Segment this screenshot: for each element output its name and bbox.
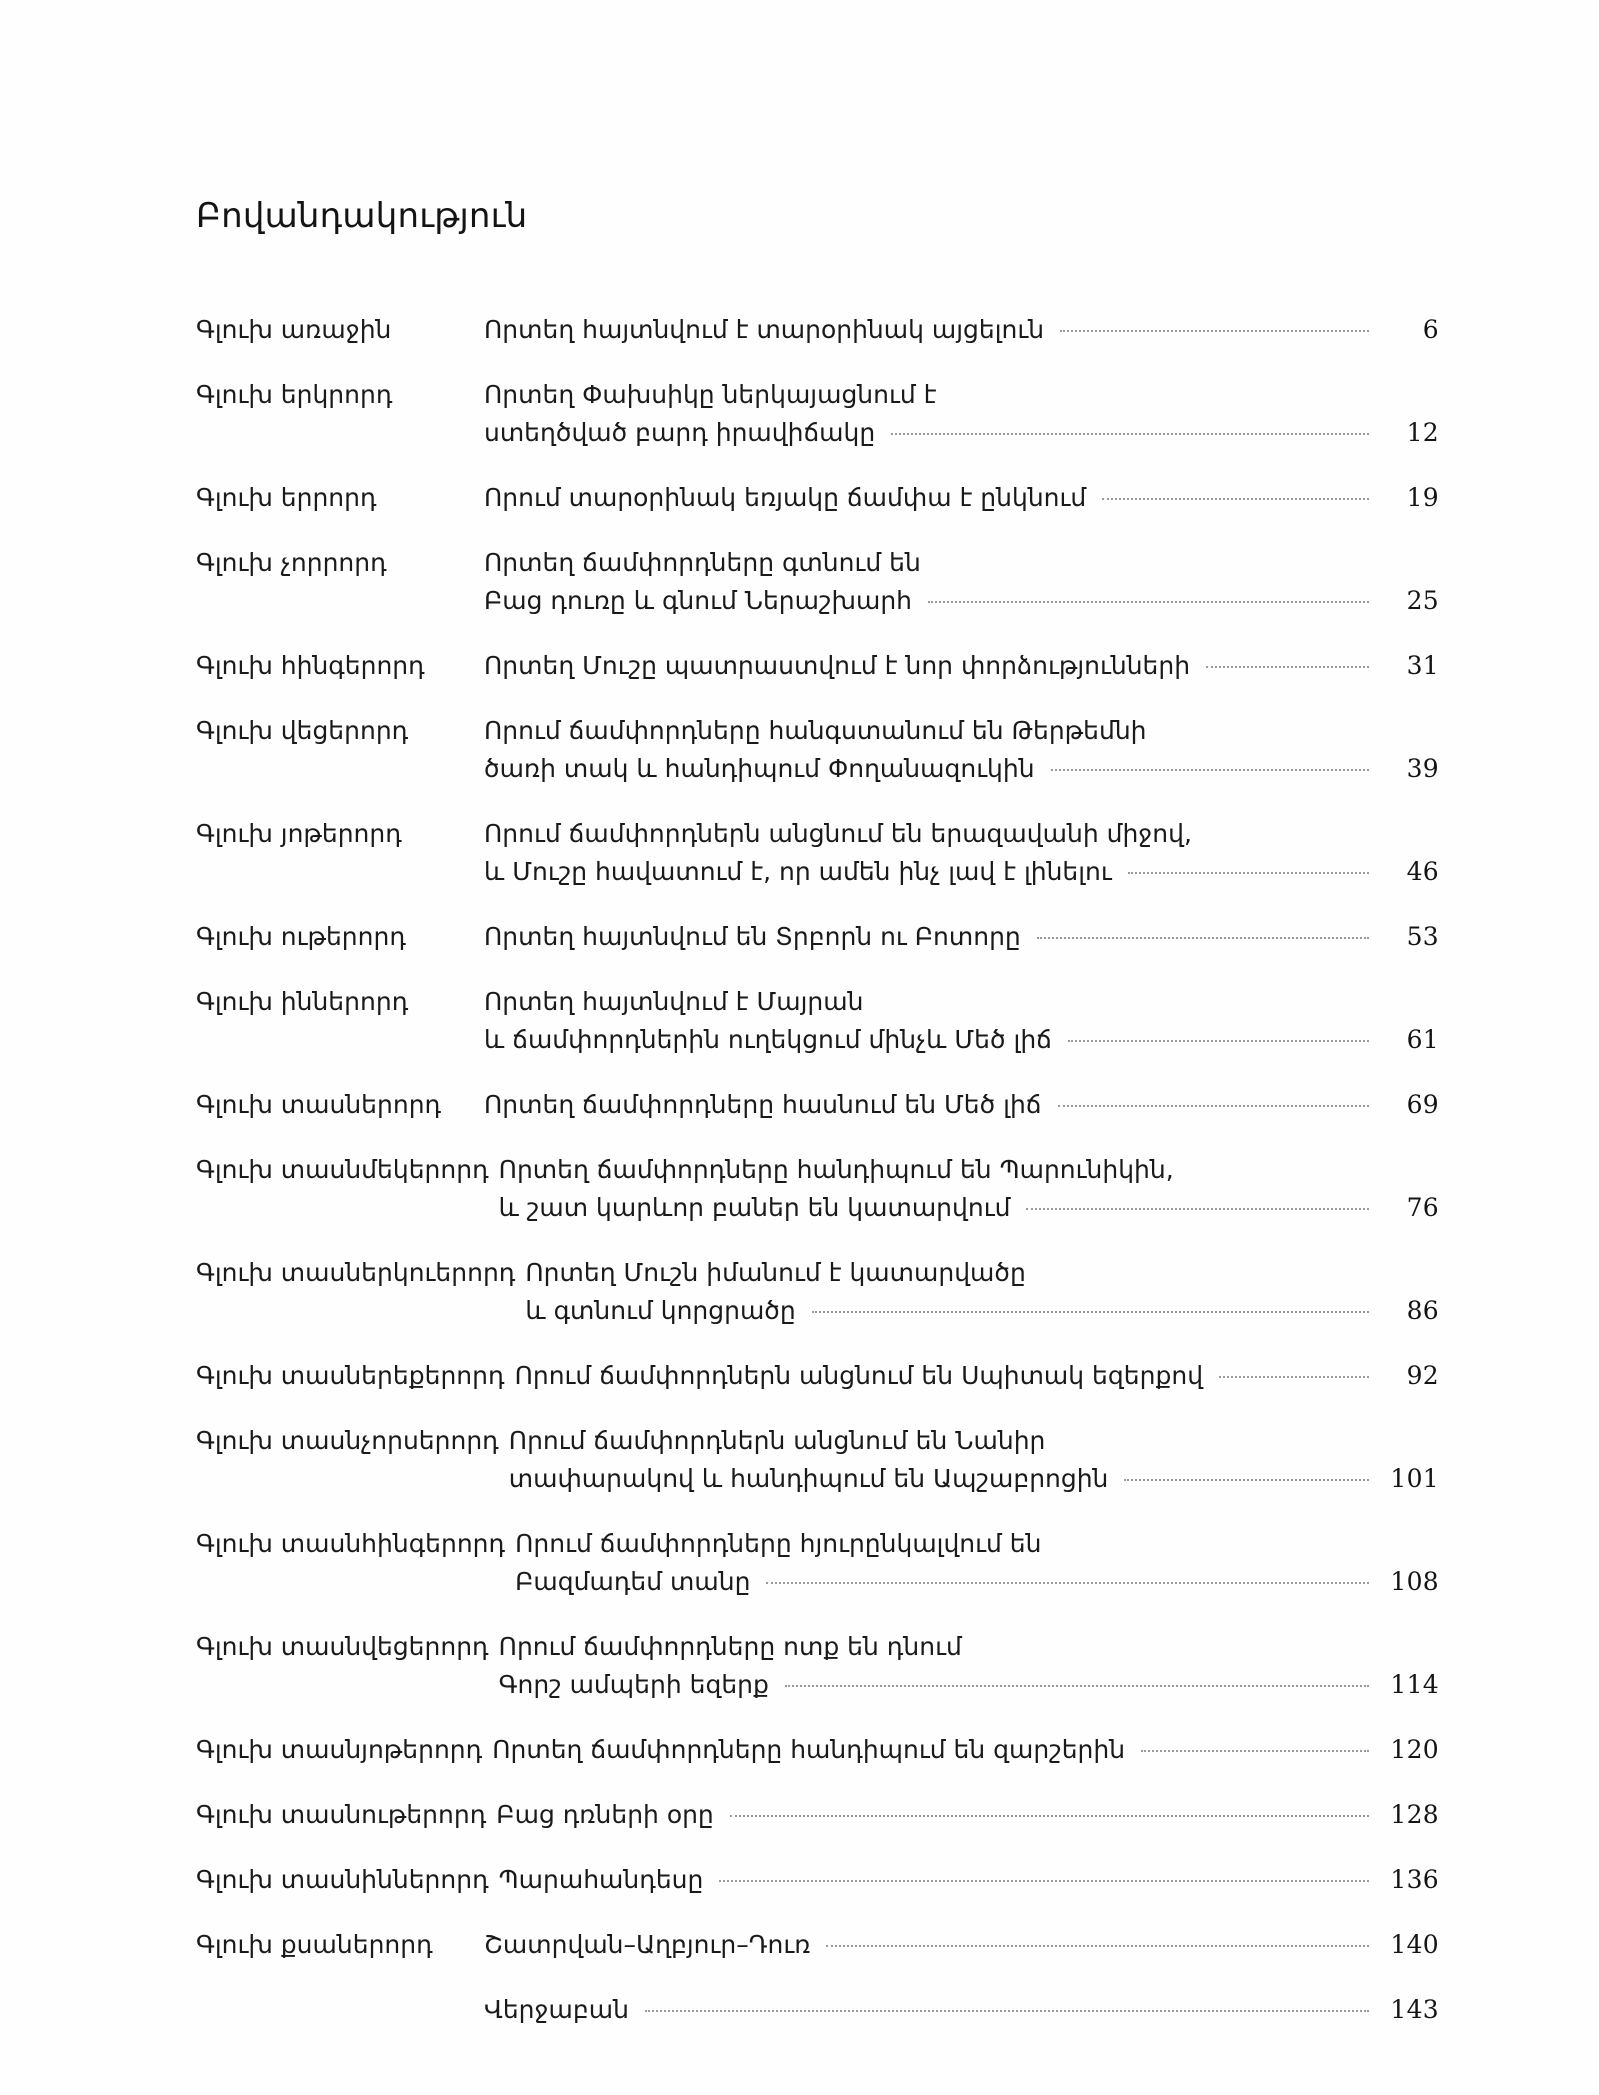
chapter-title-leader-line (515, 1357, 1439, 1395)
chapter-title-line: Որտեղ հայտնվում է Մայրան (484, 986, 864, 1016)
page-number: 76 (1406, 1192, 1439, 1222)
chapter-title-block (484, 983, 1439, 1059)
page-number: 86 (1406, 1295, 1439, 1325)
chapter-title-line: Որտեղ ճամփորդները հասնում են Մեծ լիճ (484, 1089, 1042, 1119)
dot-leader (785, 1685, 1369, 1687)
chapter-label: Գլուխ ութերորդ (196, 921, 406, 951)
dot-leader (891, 433, 1369, 435)
toc-entry[interactable] (196, 1254, 1439, 1330)
chapter-title-line: և գտնում կորցրածը (525, 1295, 796, 1325)
dot-leader (1058, 1105, 1369, 1107)
chapter-title-line: Որտեղ հայտնվում է տարօրինակ այցելուն (484, 314, 1045, 344)
page-number: 53 (1406, 921, 1439, 951)
dot-leader (1037, 937, 1369, 939)
page-number: 101 (1390, 1463, 1439, 1493)
chapter-label: Գլուխ առաջին (196, 314, 392, 344)
chapter-title-line: Վերջաբան (484, 1994, 629, 2024)
dot-leader (1141, 1750, 1369, 1752)
page-number: 61 (1406, 1024, 1439, 1054)
chapter-title-block (515, 1357, 1439, 1395)
chapter-label: Գլուխ յոթերորդ (196, 818, 402, 848)
chapter-title-line: Բաց դուռը և գնում Ներաշխարհ (484, 585, 913, 615)
page-number: 6 (1422, 314, 1439, 344)
chapter-title-line: Որտեղ Մուշն իմանում է կատարվածը (525, 1257, 1026, 1287)
page-number: 39 (1406, 753, 1439, 783)
chapter-title-leader-line (484, 750, 1439, 788)
toc-entry[interactable] (196, 712, 1439, 788)
dot-leader (1060, 330, 1369, 332)
chapter-label: Գլուխ իններորդ (196, 986, 409, 1016)
chapter-title-block (499, 1628, 1439, 1704)
page-number: 140 (1390, 1929, 1439, 1959)
page-number: 46 (1406, 856, 1439, 886)
chapter-label: Գլուխ տասնյոթերորդ (196, 1734, 483, 1764)
toc-entry[interactable] (196, 1525, 1439, 1601)
chapter-title-leader-line (499, 1189, 1439, 1227)
dot-leader (1124, 1479, 1369, 1481)
chapter-title-block (484, 647, 1439, 685)
chapter-title-block (484, 1926, 1439, 1964)
toc-entry-list (196, 311, 1439, 2029)
chapter-title-block (496, 1796, 1439, 1834)
chapter-title-line: Որում ճամփորդներն անցնում են երազավանի միջով, (484, 818, 1192, 848)
chapter-title-line: և շատ կարևոր բաներ են կատարվում (498, 1192, 1011, 1222)
chapter-title-leader-line (484, 853, 1439, 891)
dot-leader (826, 1945, 1369, 1947)
chapter-title-block (499, 1861, 1439, 1899)
chapter-title-line: Որում տարօրինակ եռյակը ճամփա է ընկնում (484, 482, 1087, 512)
page-title: Բովանդակություն (196, 196, 528, 236)
chapter-label: Գլուխ տասնվեցերորդ (196, 1631, 489, 1661)
chapter-title-leader-line (499, 1861, 1439, 1899)
chapter-title-line: Որտեղ ճամփորդները հանդիպում են Պարունիկին, (498, 1154, 1174, 1184)
chapter-title-line: Որում ճամփորդները ոտք են դնում (498, 1631, 962, 1661)
chapter-title-line: և ճամփորդներին ուղեկցում մինչև Մեծ լիճ (484, 1024, 1052, 1054)
dot-leader (928, 601, 1369, 603)
chapter-title-line: և Մուշը հավատում է, որ ամեն ինչ լավ է լինելու (484, 856, 1112, 886)
chapter-title-line: Որում ճամփորդները հանգստանում են Թերթեմնի (484, 715, 1147, 745)
toc-entry[interactable] (196, 1861, 1439, 1899)
dot-leader (1051, 769, 1369, 771)
chapter-title-leader-line (499, 1666, 1439, 1704)
toc-entry[interactable] (196, 1086, 1439, 1124)
toc-entry[interactable] (196, 647, 1439, 685)
chapter-title-leader-line (484, 479, 1439, 517)
chapter-title-line: Բաց դռների օրը (496, 1799, 714, 1829)
chapter-label: Գլուխ չորրորդ (196, 547, 387, 577)
toc-entry[interactable] (196, 1796, 1439, 1834)
page-number: 12 (1406, 417, 1439, 447)
chapter-title-block (484, 712, 1439, 788)
chapter-title-leader-line (484, 311, 1439, 349)
chapter-title-block (484, 376, 1439, 452)
page-number: 69 (1406, 1089, 1439, 1119)
chapter-title-leader-line (492, 1731, 1439, 1769)
chapter-title-leader-line (509, 1460, 1439, 1498)
chapter-label: Գլուխ տասներորդ (196, 1089, 442, 1119)
dot-leader (719, 1880, 1369, 1882)
chapter-title-line: Բազմադեմ տանը (515, 1566, 751, 1596)
toc-entry[interactable] (196, 376, 1439, 452)
chapter-title-line: Որտեղ ճամփորդները հանդիպում են զարշերին (492, 1734, 1126, 1764)
chapter-title-block (484, 311, 1439, 349)
chapter-title-line: Որտեղ հայտնվում են Տրբորն ու Բոտորը (484, 921, 1021, 951)
page-number: 128 (1390, 1799, 1439, 1829)
chapter-title-line: Որտեղ Փախսիկը ներկայացնում է (484, 379, 937, 409)
dot-leader (1026, 1208, 1369, 1210)
chapter-label: Գլուխ տասներեքերորդ (196, 1360, 505, 1390)
page-number: 120 (1390, 1734, 1439, 1764)
toc-entry[interactable] (196, 983, 1439, 1059)
chapter-title-leader-line (484, 647, 1439, 685)
toc-entry[interactable] (196, 479, 1439, 517)
dot-leader (1128, 872, 1369, 874)
toc-entry[interactable] (196, 918, 1439, 956)
chapter-title-leader-line (484, 1926, 1439, 1964)
toc-entry[interactable] (196, 1991, 1439, 2029)
chapter-title-line: Որտեղ Մուշը պատրաստվում է նոր փորձությունների (484, 650, 1191, 680)
dot-leader (645, 2010, 1369, 2012)
chapter-label: Գլուխ վեցերորդ (196, 715, 409, 745)
chapter-title-leader-line (484, 1086, 1439, 1124)
chapter-label: Գլուխ տասնութերորդ (196, 1799, 487, 1829)
chapter-title-block (484, 1086, 1439, 1124)
dot-leader (766, 1582, 1369, 1584)
chapter-label: Գլուխ տասնհինգերորդ (196, 1528, 506, 1558)
chapter-title-line: Պարահանդեսը (498, 1864, 704, 1894)
chapter-title-line: ծառի տակ և հանդիպում Փողանազուկին (484, 753, 1035, 783)
toc-entry[interactable] (196, 544, 1439, 620)
chapter-title-block (484, 479, 1439, 517)
dot-leader (730, 1815, 1369, 1817)
chapter-title-leader-line (484, 414, 1439, 452)
toc-entry[interactable] (196, 1422, 1439, 1498)
toc-entry[interactable] (196, 1628, 1439, 1704)
chapter-title-line: Որում ճամփորդներն անցնում են Նանիր (508, 1425, 1046, 1455)
chapter-label: Գլուխ տասնմեկերորդ (196, 1154, 489, 1184)
chapter-title-block (484, 815, 1439, 891)
chapter-title-block (499, 1151, 1439, 1227)
page-number: 25 (1406, 585, 1439, 615)
chapter-title-leader-line (484, 1991, 1439, 2029)
toc-entry[interactable] (196, 1357, 1439, 1395)
dot-leader (1206, 666, 1369, 668)
page-number: 92 (1406, 1360, 1439, 1390)
chapter-label: Գլուխ տասնչորսերորդ (196, 1425, 499, 1455)
chapter-label: Գլուխ երրորդ (196, 482, 377, 512)
chapter-label: Գլուխ տասներկուերորդ (196, 1257, 516, 1287)
page-number: 136 (1390, 1864, 1439, 1894)
chapter-title-block (484, 544, 1439, 620)
chapter-title-line: Որում ճամփորդները հյուրընկալվում են (515, 1528, 1042, 1558)
chapter-label: Գլուխ քսաներորդ (196, 1929, 433, 1959)
toc-entry[interactable] (196, 311, 1439, 349)
toc-entry[interactable] (196, 815, 1439, 891)
chapter-title-block (509, 1422, 1439, 1498)
toc-entry[interactable] (196, 1731, 1439, 1769)
chapter-title-leader-line (515, 1563, 1439, 1601)
chapter-title-line: Շատրվան–Աղբյուր–Դուռ (484, 1929, 811, 1959)
chapter-title-line: Որում ճամփորդներն անցնում են Սպիտակ եզերքով (514, 1360, 1204, 1390)
chapter-title-block (492, 1731, 1439, 1769)
chapter-title-line: ստեղծված բարդ իրավիճակը (484, 417, 876, 447)
page-number: 108 (1390, 1566, 1439, 1596)
toc-entry[interactable] (196, 1151, 1439, 1227)
dot-leader (1102, 498, 1369, 500)
page-number: 19 (1406, 482, 1439, 512)
chapter-title-leader-line (484, 1021, 1439, 1059)
chapter-title-leader-line (484, 582, 1439, 620)
chapter-title-block (484, 918, 1439, 956)
chapter-title-line: տափարակով և հանդիպում են Ապշաբրոցին (508, 1463, 1109, 1493)
chapter-title-line: Որտեղ ճամփորդները գտնում են (484, 547, 921, 577)
page-number: 143 (1390, 1994, 1439, 2024)
chapter-title-leader-line (496, 1796, 1439, 1834)
chapter-title-leader-line (484, 918, 1439, 956)
chapter-title-block (525, 1254, 1439, 1330)
chapter-title-line: Գորշ ամպերի եզերք (498, 1669, 769, 1699)
page-number: 31 (1406, 650, 1439, 680)
dot-leader (812, 1311, 1369, 1313)
chapter-title-block (515, 1525, 1439, 1601)
dot-leader (1068, 1040, 1369, 1042)
chapter-label: Գլուխ երկրորդ (196, 379, 393, 409)
chapter-label: Գլուխ տասնիններորդ (196, 1864, 489, 1894)
dot-leader (1219, 1376, 1369, 1378)
page-number: 114 (1390, 1669, 1439, 1699)
chapter-title-block (484, 1991, 1439, 2029)
chapter-title-leader-line (525, 1292, 1439, 1330)
chapter-label: Գլուխ հինգերորդ (196, 650, 425, 680)
toc-entry[interactable] (196, 1926, 1439, 1964)
